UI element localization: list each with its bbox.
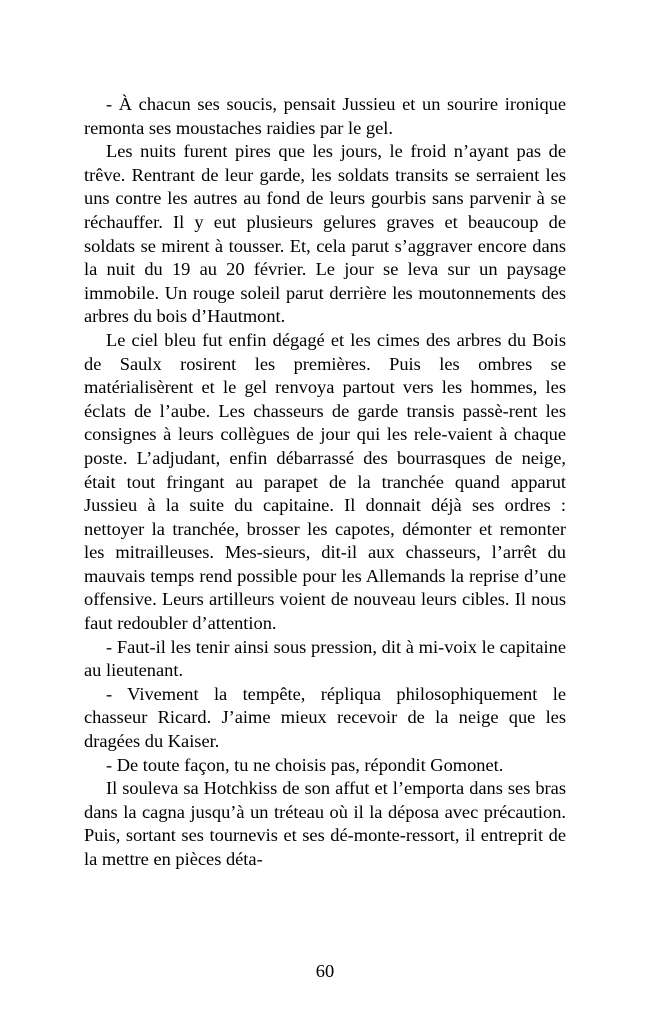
paragraph-dialogue: - Vivement la tempête, répliqua philosophiquement le chasseur Ricard. J’aime mieux recevoir de la neige que les dragées du Kaiser. (84, 683, 566, 752)
paragraph-dialogue: - De toute façon, tu ne choisis pas, répondit Gomonet. (106, 754, 504, 775)
body-text (84, 93, 566, 872)
paragraph: Il souleva sa Hotchkiss de son affut et l’emporta dans ses bras dans la cagna jusqu’à un tréteau où il la déposa avec précaution. Puis, sortant ses tournevis et ses dé-monte-ressort, il entreprit de la mettre en pièces déta- (84, 778, 566, 869)
page-number: 60 (315, 961, 335, 981)
paragraph-dialogue: - Faut-il les tenir ainsi sous pression, dit à mi-voix le capitaine au lieutenant. (84, 636, 566, 681)
paragraph-dialogue: - À chacun ses soucis, pensait Jussieu et un sourire ironique remonta ses moustaches raidies par le gel. (84, 94, 566, 138)
paragraph: Le ciel bleu fut enfin dégagé et les cimes des arbres du Bois de Saulx rosirent les premières. Puis les ombres se matérialisèrent et le gel renvoya partout vers les hommes, les éclats de l’aube. Les chasseurs de garde transis passè-rent les consignes à leurs collègues de jour qui les rele-vaient à chaque poste. L’adjudant, enfin débarrassé des bourrasques de neige, était tout fringant au parapet de la tranchée quand apparut Jussieu à la suite du capitaine. Il donnait déjà ses ordres : nettoyer la tranchée, brosser les capotes, démonter et remonter les mitrailleuses. Mes-sieurs, dit-il aux chasseurs, l’arrêt du mauvais temps rend possible pour les Allemands la reprise d’une offensive. Leurs artilleurs voient de nouveau leurs cibles. Il nous faut redoubler d’attention. (84, 329, 566, 634)
paragraph: Les nuits furent pires que les jours, le froid n’ayant pas de trêve. Rentrant de leur garde, les soldats transits se serraient les uns contre les autres au fond de leurs gourbis sans parvenir à se réchauffer. Il y eut plusieurs gelures graves et beaucoup de soldats se mirent à tousser. Et, cela parut s’aggraver encore dans la nuit du 19 au 20 février. Le jour se leva sur un paysage immobile. Un rouge soleil parut derrière les moutonnements des arbres du bois d’Hautmont. (84, 141, 566, 327)
